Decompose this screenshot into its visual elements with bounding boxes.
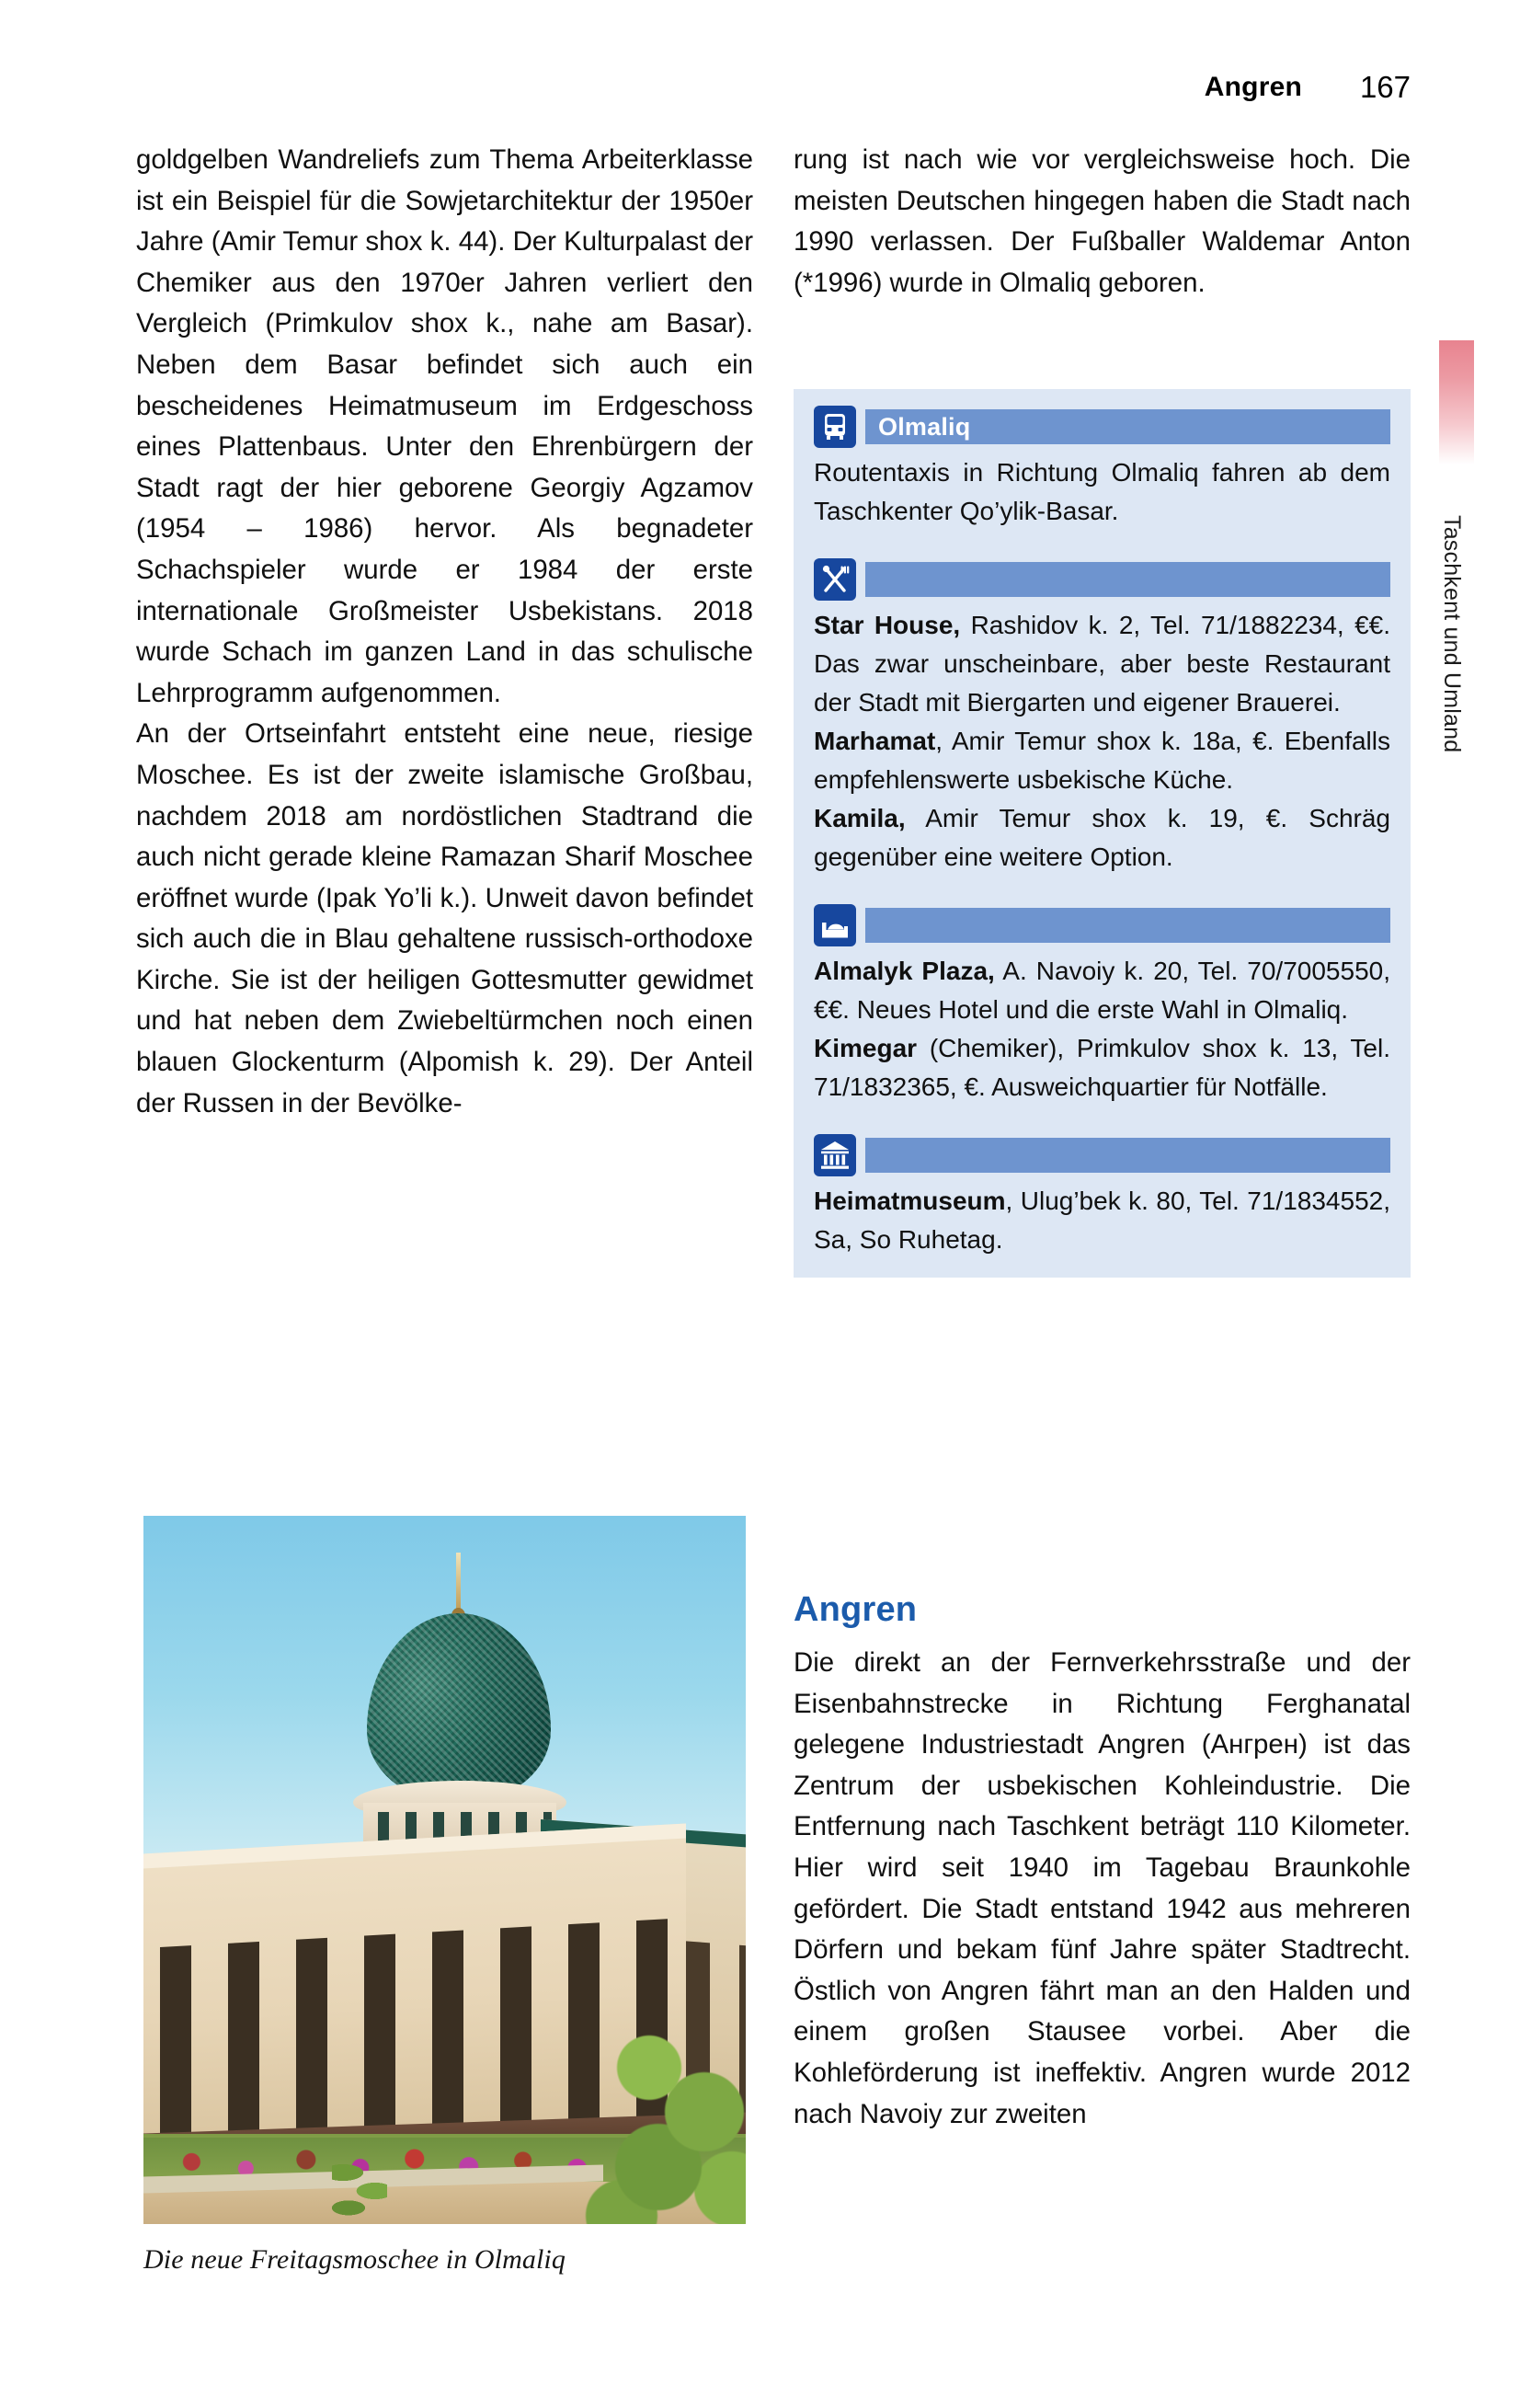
section-header: [814, 1134, 1390, 1176]
chapter-tab-label: Taschkent und Umland: [1439, 515, 1465, 753]
side-thumb-tab: [1439, 340, 1474, 1260]
section-title: [865, 1138, 1390, 1173]
right-text-column: [794, 140, 1411, 304]
info-section-hotels: [794, 904, 1411, 1107]
page-number: 167: [1359, 70, 1411, 104]
section-title: Olmaliq: [865, 409, 1390, 444]
body-paragraph: rung ist nach wie vor vergleichsweise hoch. Die meisten Deutschen hingegen haben die Stadt nach 1990 verlassen. Der Fußballer Waldemar Anton (*1996) wurde in Olmaliq geboren.: [794, 144, 1411, 298]
section-header: [814, 904, 1390, 946]
page-title: Angren: [1204, 72, 1302, 102]
mosque-photograph: [143, 1516, 746, 2224]
thumb-tab-gradient-bar: [1439, 340, 1474, 464]
shrub: [576, 2012, 746, 2224]
mosque-photo-figure: [143, 1516, 746, 2276]
info-section-restaurants: [794, 558, 1411, 877]
young-plant: [332, 2150, 387, 2224]
body-paragraph: An der Ortseinfahrt entsteht eine neue, riesige Moschee. Es ist der zweite islamische Großbau, nachdem 2018 am nordöstlichen Stadtrand die auch nicht gerade kleine Ramazan Sharif Moschee eröffnet wurde (Ipak Yo’li k.). Unweit davon befindet sich auch die in Blau gehaltene russisch-orthodoxe Kirche. Sie ist der heiligen Gottesmutter gewidmet und hat neben dem Zwiebeltürmchen noch einen blauen Glockenturm (Alpomish k. 29). Der Anteil der Russen in der Bevölke-: [136, 718, 753, 1118]
section-body: Star House, Rashidov k. 2, Tel. 71/1882234, €€. Das zwar unscheinbare, aber beste Restaurant der Stadt mit Biergarten und eigener Brauerei. Marhamat, Amir Temur shox k. 18a, €. Ebenfalls empfehlenswerte usbekische Küche. Kamila, Amir Temur shox k. 19, €. Schräg gegenüber eine weitere Option.: [814, 611, 1390, 871]
section-title: [865, 562, 1390, 597]
section-title: [865, 908, 1390, 943]
info-section-transport: [794, 406, 1411, 531]
info-section-museum: [794, 1134, 1411, 1259]
angren-body-text: [794, 1643, 1411, 2135]
museum-icon: [814, 1134, 856, 1176]
restaurant-icon: [814, 558, 856, 601]
section-body: Routentaxis in Richtung Olmaliq fahren ab dem Taschkenter Qo’ylik-Basar.: [814, 458, 1390, 525]
left-text-column: [136, 140, 753, 1124]
bus-icon: [814, 406, 856, 448]
section-heading-angren: Angren: [794, 1590, 918, 1629]
section-header: [814, 406, 1390, 448]
photo-caption: Die neue Freitagsmoschee in Olmaliq: [143, 2244, 566, 2275]
section-body: Heimatmuseum, Ulug’bek k. 80, Tel. 71/1834552, Sa, So Ruhetag.: [814, 1187, 1390, 1254]
bed-icon: [814, 904, 856, 946]
section-header: [814, 558, 1390, 601]
body-paragraph: goldgelben Wandreliefs zum Thema Arbeiterklasse ist ein Beispiel für die Sowjetarchitektur der 1950er Jahre (Amir Temur shox k. 44). Der Kulturpalast der Chemiker aus den 1970er Jahren verliert den Vergleich (Primkulov shox k., nahe am Basar). Neben dem Basar befindet sich auch ein bescheidenes Heimatmuseum im Erdgeschoss eines Plattenbaus. Unter den Ehrenbürgern der Stadt ragt der hier geborene Georgiy Agzamov (1954 – 1986) hervor. Als begnadeter Schachspieler wurde er 1984 der erste internationale Großmeister Usbekistans. 2018 wurde Schach im ganzen Land in das schulische Lehrprogramm aufgenommen.: [136, 144, 753, 708]
running-header: [136, 72, 1411, 114]
section-body: Almalyk Plaza, A. Navoiy k. 20, Tel. 70/7005550, €€. Neues Hotel und die erste Wahl in Olmaliq. Kimegar (Chemiker), Primkulov shox k. 13, Tel. 71/1832365, €. Ausweichquartier für Notfälle.: [814, 957, 1390, 1101]
practical-info-box: [794, 389, 1411, 1278]
body-paragraph: Die direkt an der Fernverkehrsstraße und der Eisenbahnstrecke in Richtung Ferghanatal gelegene Industriestadt Angren (Ангрен) ist das Zentrum der usbekischen Kohleindustrie. Die Entfernung nach Taschkent beträgt 110 Kilometer. Hier wird seit 1940 im Tagebau Braunkohle gefördert. Die Stadt entstand 1942 aus mehreren Dörfern und bekam fünf Jahre später Stadtrecht. Östlich von Angren fährt man an den Halden und einem großen Stausee vorbei. Aber die Kohleförderung ist ineffektiv. Angren wurde 2012 nach Navoiy zur zweiten: [794, 1647, 1411, 2129]
